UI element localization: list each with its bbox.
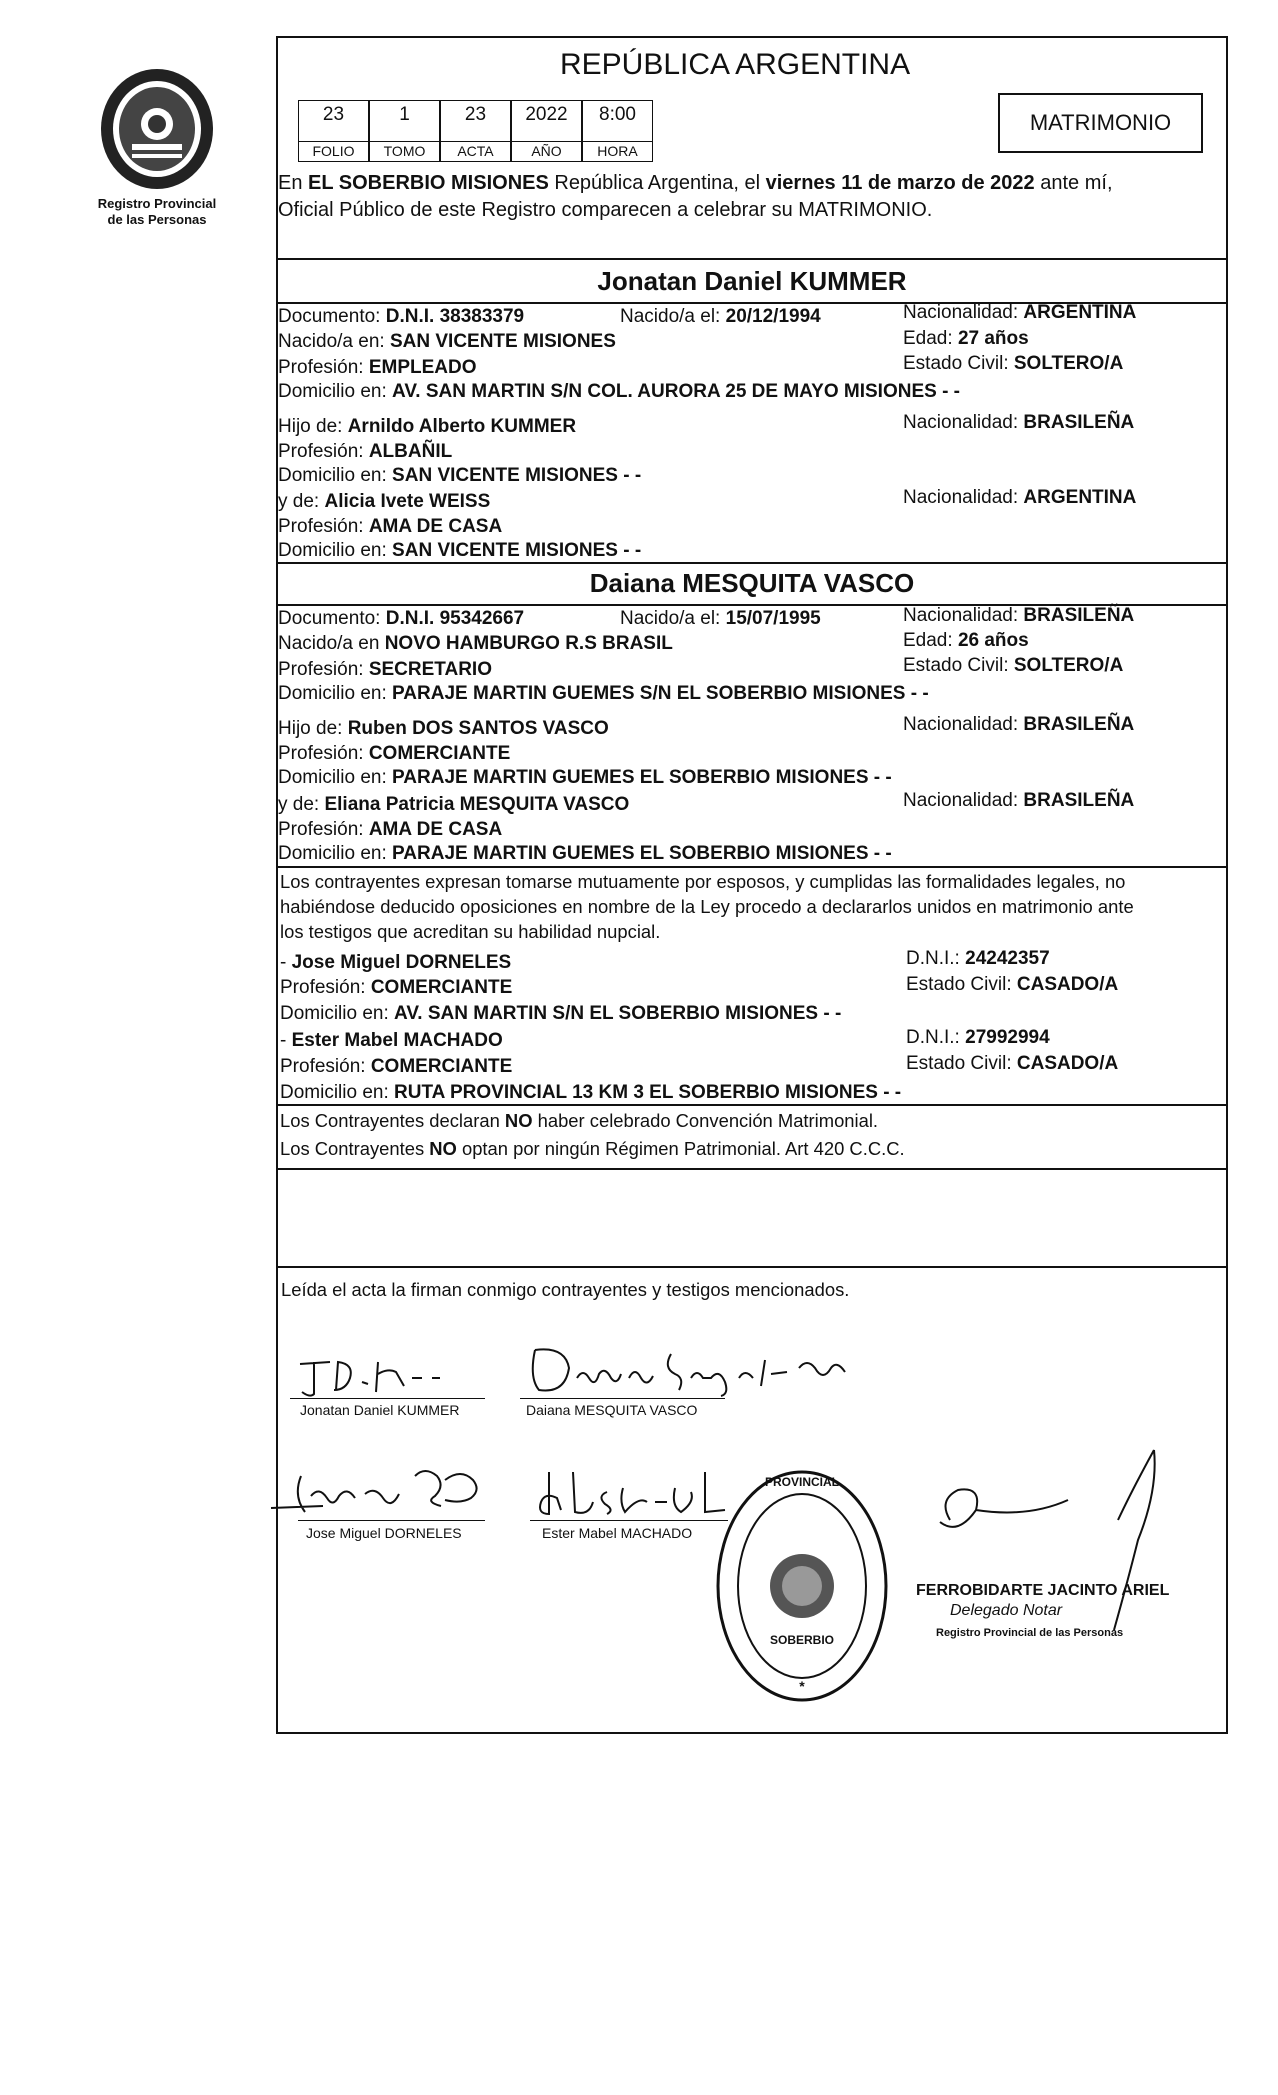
spouse2-signature-label: Daiana MESQUITA VASCO — [526, 1402, 698, 1418]
field-hora-label: HORA — [583, 141, 652, 160]
spouse1-civil: Estado Civil: SOLTERO/A — [903, 353, 1124, 374]
svg-text:PROVINCIAL: PROVINCIAL — [764, 1475, 840, 1489]
spouse1-nationality: Nacionalidad: ARGENTINA — [903, 302, 1137, 323]
spouse1-name: Jonatan Daniel KUMMER — [597, 266, 907, 296]
spouse1-father: Hijo de: Arnildo Alberto KUMMER — [278, 416, 577, 437]
witness1-dni: D.N.I.: 24242357 — [906, 948, 1050, 969]
spouse1-father-nat: Nacionalidad: BRASILEÑA — [903, 412, 1135, 433]
registry-fields — [298, 100, 653, 162]
doc-type-label: MATRIMONIO — [1029, 110, 1172, 135]
intro-date: viernes 11 de marzo de 2022 — [765, 172, 1035, 194]
spouse2-nationality: Nacionalidad: BRASILEÑA — [903, 605, 1135, 626]
spouse2-doc: Documento: D.N.I. 95342667 — [278, 608, 525, 629]
spouse1-mother-dom: Domicilio en: SAN VICENTE MISIONES - - — [278, 540, 642, 561]
intro-line-1 — [278, 172, 1113, 194]
witness2-profession: Profesión: COMERCIANTE — [280, 1056, 513, 1077]
spouse1-signature-label: Jonatan Daniel KUMMER — [300, 1402, 460, 1418]
signature-line — [298, 1520, 485, 1521]
spouse1-domicile: Domicilio en: AV. SAN MARTIN S/N COL. AURORA 25 DE MAYO MISIONES - - — [278, 381, 960, 402]
marriage-declaration-line1: Los contrayentes expresan tomarse mutuamente por esposos, y cumplidas las formalidades legales, no — [280, 871, 1126, 892]
official-title: Delegado Notar — [950, 1602, 1063, 1619]
signature-line — [520, 1398, 725, 1399]
intro-place: EL SOBERBIO MISIONES — [308, 172, 549, 194]
intro-mid: República Argentina, el — [548, 172, 766, 194]
spouse1-mother-nat: Nacionalidad: ARGENTINA — [903, 487, 1137, 508]
witness2-name: - Ester Mabel MACHADO — [280, 1030, 503, 1051]
field-hora-value: 8:00 — [599, 104, 636, 125]
spouse2-mother-nat: Nacionalidad: BRASILEÑA — [903, 790, 1135, 811]
divider — [276, 1104, 1228, 1106]
witness2-signature-label: Ester Mabel MACHADO — [542, 1525, 693, 1541]
page-title: REPÚBLICA ARGENTINA — [560, 48, 911, 81]
signature-line — [290, 1398, 485, 1399]
field-tomo-value: 1 — [399, 104, 410, 125]
spouse2-born-in: Nacido/a en NOVO HAMBURGO R.S BRASIL — [278, 633, 673, 654]
province-emblem-icon — [92, 64, 222, 194]
registry-logo-line1: Registro Provincial — [97, 196, 217, 211]
witness1-signature-label: Jose Miguel DORNELES — [306, 1525, 462, 1541]
spouse1-mother-prof: Profesión: AMA DE CASA — [278, 516, 503, 537]
intro-prefix: En — [278, 172, 309, 194]
spouse2-mother: y de: Eliana Patricia MESQUITA VASCO — [278, 794, 630, 815]
spouse2-profession: Profesión: SECRETARIO — [278, 659, 492, 680]
spouse2-mother-prof: Profesión: AMA DE CASA — [278, 819, 503, 840]
witness2-signature-icon — [535, 1462, 735, 1522]
witness2-domicile: Domicilio en: RUTA PROVINCIAL 13 KM 3 EL SOBERBIO MISIONES - - — [280, 1082, 902, 1103]
field-hora — [582, 100, 653, 162]
official-name: FERROBIDARTE JACINTO ARIEL — [916, 1582, 1170, 1599]
spouse2-father-dom: Domicilio en: PARAJE MARTIN GUEMES EL SOBERBIO MISIONES - - — [278, 767, 892, 788]
convention-note: Los Contrayentes declaran NO haber celebrado Convención Matrimonial. — [280, 1110, 879, 1131]
spouse2-domicile: Domicilio en: PARAJE MARTIN GUEMES S/N EL SOBERBIO MISIONES - - — [278, 683, 929, 704]
field-tomo-label: TOMO — [370, 141, 439, 160]
field-folio-label: FOLIO — [299, 141, 368, 160]
spouse2-father-nat: Nacionalidad: BRASILEÑA — [903, 714, 1135, 735]
spouse1-signature-icon — [292, 1342, 462, 1402]
spouse1-doc: Documento: D.N.I. 38383379 — [278, 306, 525, 327]
witness1-signature-icon — [265, 1456, 505, 1526]
spouse1-profession: Profesión: EMPLEADO — [278, 357, 477, 378]
field-acta-value: 23 — [464, 104, 487, 125]
field-folio — [298, 100, 369, 162]
witness1-name: - Jose Miguel DORNELES — [280, 952, 512, 973]
marriage-declaration-line3: los testigos que acreditan su habilidad nupcial. — [280, 921, 661, 942]
registry-logo — [92, 64, 222, 234]
divider — [276, 1266, 1228, 1268]
divider — [276, 1168, 1228, 1170]
spouse1-mother: y de: Alicia Ivete WEISS — [278, 491, 491, 512]
spouse2-born-on: Nacido/a el: 15/07/1995 — [620, 608, 821, 629]
divider — [276, 866, 1228, 868]
field-anio-label: AÑO — [512, 141, 581, 160]
patrimonial-regime-note: Los Contrayentes NO optan por ningún Régimen Patrimonial. Art 420 C.C.C. — [280, 1138, 905, 1159]
spouse2-name: Daiana MESQUITA VASCO — [589, 568, 915, 598]
spouse2-signature-icon — [525, 1338, 865, 1403]
intro-line-2: Oficial Público de este Registro comparecen a celebrar su MATRIMONIO. — [278, 199, 933, 221]
witness2-civil: Estado Civil: CASADO/A — [906, 1053, 1119, 1074]
registry-stamp-icon — [712, 1466, 892, 1706]
marriage-declaration-line2: habiéndose deducido oposiciones en nombre de la Ley procedo a declararlos unidos en matrimonio ante — [280, 896, 1134, 917]
divider — [276, 258, 1228, 260]
signature-line — [530, 1520, 728, 1521]
spouse1-born-on: Nacido/a el: 20/12/1994 — [620, 306, 821, 327]
spouse2-civil: Estado Civil: SOLTERO/A — [903, 655, 1124, 676]
spouse2-age: Edad: 26 años — [903, 630, 1029, 651]
field-acta-label: ACTA — [441, 141, 510, 160]
doc-type-box — [998, 93, 1203, 153]
field-anio — [511, 100, 582, 162]
registry-logo-line2: de las Personas — [107, 212, 207, 227]
svg-text:*: * — [799, 1678, 805, 1694]
spouse2-father: Hijo de: Ruben DOS SANTOS VASCO — [278, 718, 609, 739]
spouse1-father-prof: Profesión: ALBAÑIL — [278, 441, 453, 462]
spouse1-age: Edad: 27 años — [903, 328, 1029, 349]
witness1-domicile: Domicilio en: AV. SAN MARTIN S/N EL SOBERBIO MISIONES - - — [280, 1003, 842, 1024]
intro-suffix: ante mí, — [1034, 172, 1113, 194]
witness1-profession: Profesión: COMERCIANTE — [280, 977, 513, 998]
witness1-civil: Estado Civil: CASADO/A — [906, 974, 1119, 995]
spouse2-father-prof: Profesión: COMERCIANTE — [278, 743, 511, 764]
official-org: Registro Provincial de las Personas — [936, 1627, 1124, 1639]
spouse2-mother-dom: Domicilio en: PARAJE MARTIN GUEMES EL SOBERBIO MISIONES - - — [278, 843, 892, 864]
field-tomo — [369, 100, 440, 162]
field-anio-value: 2022 — [525, 104, 568, 125]
field-acta — [440, 100, 511, 162]
divider — [276, 562, 1228, 564]
spouse1-born-in: Nacido/a en: SAN VICENTE MISIONES — [278, 331, 616, 352]
field-folio-value: 23 — [322, 104, 345, 125]
spouse1-father-dom: Domicilio en: SAN VICENTE MISIONES - - — [278, 465, 642, 486]
svg-text:SOBERBIO: SOBERBIO — [769, 1633, 835, 1647]
closing-statement: Leída el acta la firman conmigo contrayentes y testigos mencionados. — [281, 1279, 850, 1300]
witness2-dni: D.N.I.: 27992994 — [906, 1027, 1050, 1048]
